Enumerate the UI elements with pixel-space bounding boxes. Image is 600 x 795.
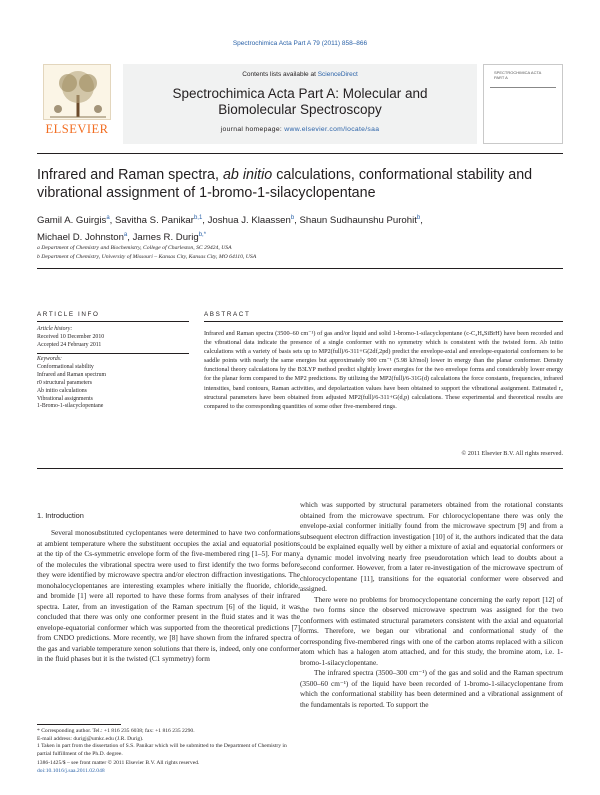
footnote-rule (37, 724, 121, 725)
issn: 1386-1425/$ – see front matter © 2011 Elsevier B.V. All rights reserved. (37, 760, 200, 766)
paragraph: Several monosubstituted cyclopentanes were determined to have two conformations at ambient temperature where the substituent occupies the axial and equatorial positions at the tip of the Cs-symmetric envelope form of the five-membered ring [1–5]. For many of the molecules the vibrational spectra were used to first identify the two forms before they were identified by microwave spectra and/or electron diffraction investigations. The monohalocyclopentanes are interesting examples where initially the fluoride, chloride, and bromide [1] were all reported to have these forms from analyses of their infrared spectra. Later, from an investigation of the Raman spectrum [6] of the liquid, it was concluded that there was only one conformer present in the fluid states and it was the envelope-equatorial conformer which was supported from the theoretical predictions [7] from CNDO predictions. More recently, we [8] have shown from the infrared spectra of the gas and variable temperature xenon solutions that there is, indeed, only one conformer in the fluid phases but it is the twisted (C1 symmetry) form (37, 528, 300, 663)
issn-block (37, 760, 300, 775)
affiliations (37, 244, 563, 262)
article-title (37, 166, 563, 202)
keyword: r0 structural parameters (37, 379, 93, 386)
tree-icon (43, 64, 111, 120)
keyword: Vibrational assignments (37, 395, 93, 402)
title-part1: Infrared and Raman spectra, (37, 167, 223, 183)
author: James R. Durig$^{b,*}$ (132, 232, 207, 244)
keyword: Conformational stability (37, 363, 94, 370)
keywords-block (37, 356, 189, 411)
abstract-label: ABSTRACT (204, 311, 251, 318)
journal-cover-thumbnail (483, 64, 563, 144)
section-heading: 1. Introduction (37, 511, 84, 520)
homepage-link[interactable]: www.elsevier.com/locate/saa (284, 126, 380, 133)
history-accepted: Accepted 24 February 2011 (37, 341, 102, 348)
history-received: Received 10 December 2010 (37, 333, 105, 340)
paragraph: There were no problems for bromocyclopentane concerning the early report [12] of the two forms since the observed microwave spectrum was assigned for the two conformers with estimated structural parameters consistent with the axial and equatorial forms. Therefore, we began our vibrational and conformational study of the corresponding five-membered rings with one of the carbon atoms replaced with a silicon atom which has a halogen atom attached, and for this study, the bromine atom, i.e. 1-bromo-1-silacyclopentane. (300, 594, 563, 667)
right-column (300, 500, 563, 710)
journal-homepage (123, 126, 477, 133)
keyword: 1-Bromo-1-silacyclopentane (37, 403, 104, 410)
journal-title-line2: Biomolecular Spectroscopy (218, 102, 382, 117)
keyword: Infrared and Raman spectrum (37, 371, 107, 378)
paragraph: which was supported by structural parameters obtained from the rotational constants obtained from the microwave spectrum. For chlorocyclopentane there was only the envelope-axial conformer initially found from the microwave spectrum [9] and from a subsequent electron diffraction investigation [10] of it, the authors indicated that the data could be explained equally well by either a mixture of axial and equatorial conformers or a dynamic model involving nearly free pseudorotation which lead to doubts about a second conformer. However, from a later re-investigation of the microwave spectrum of chlorocyclopentane [11], transitions for the equatorial conformer were observed and assigned. (300, 500, 563, 593)
cover-title: SPECTROCHIMICA ACTA PART A (494, 70, 542, 80)
meta-rule (37, 268, 563, 269)
author: Joshua J. Klaassen$^b$ (207, 215, 295, 227)
abstract-text: Infrared and Raman spectra (3500–60 cm⁻¹) of gas and/or liquid and solid 1-bromo-1-silacyclopentane (c-C₄H₈SiBrH) have been recorded and the vibrational data indicate the presence of a single conformer with no symmetry which is consistent with the twisted form. Ab initio calculations with a variety of basis sets up to MP2(full)/6-311+G(2df,2pd) predict the envelope-axial and envelope-equatorial conformers to be saddle points with nearly the same energies but approximately 900 cm⁻¹ (5.98 kJ/mol) lower in energy than the planar conformer. Density functional theory calculations by the B3LYP method predict slightly lower energies for the two envelope forms and considerably lower energy for the planar form compared to the MP2 predictions. By utilizing the MP2(full)/6-31G(d) calculations the force constants, frequencies, infrared intensities, band contours, Raman activities, and depolarization values have been obtained to support the vibrational assignment. Estimated r₀ structural parameters have been obtained from adjusted MP2(full)/6-311+G(d,p) calculations. These experimental and theoretical results are compared to the corresponding quantities of some other five-membered rings. (204, 330, 563, 410)
paragraph: The infrared spectra (3500–300 cm⁻¹) of the gas and solid and the Raman spectrum (3500–60 cm⁻¹) of the liquid have been recorded of 1-bromo-1-silacyclopentane from which the conformational stability has been determined and a vibrational assignment of the fundamentals is reported. To support the (300, 668, 563, 709)
cover-divider (490, 87, 556, 88)
journal-title (123, 86, 477, 118)
journal-header (37, 64, 563, 148)
keywords-heading: Keywords: (37, 356, 62, 362)
contents-line (123, 71, 477, 78)
footnote-email[interactable]: E-mail address: durigj@umkc.edu (J.R. Durig). (37, 735, 144, 742)
journal-banner (123, 64, 477, 144)
article-info-label: ARTICLE INFO (37, 311, 100, 318)
homepage-prefix: journal homepage: (220, 126, 285, 133)
contents-prefix: Contents lists available at (242, 71, 318, 78)
copyright: © 2011 Elsevier B.V. All rights reserved. (461, 450, 563, 457)
keyword: Ab initio calculations (37, 387, 87, 394)
doi-link[interactable]: doi:10.1016/j.saa.2011.02.048 (37, 767, 105, 774)
elsevier-logo (37, 64, 117, 136)
footnote: * Corresponding author. Tel.: +1 816 235 6038; fax: +1 816 235 2290. (37, 728, 195, 734)
journal-title-line1: Spectrochimica Acta Part A: Molecular and (172, 86, 428, 101)
header-rule (37, 153, 563, 154)
abstract-rule (204, 321, 563, 322)
keywords-rule (37, 353, 189, 354)
author: Gamil A. Guirgis$^a$ (37, 215, 110, 227)
author: Savitha S. Panikar$^{b,1}$ (115, 215, 203, 227)
history-heading: Article history: (37, 326, 73, 332)
affiliation: a Department of Chemistry and Biochemistry, College of Charleston, SC 29424, USA (37, 245, 232, 251)
footnote: 1 Taken in part from the dissertation of S.S. Panikar which will be submitted to the Department of Chemistry in partial fulfillment of the Ph.D. degree. (37, 743, 287, 757)
author: Michael D. Johnston$^a$ (37, 232, 128, 244)
article-history (37, 326, 189, 350)
sciencedirect-link[interactable]: ScienceDirect (317, 71, 358, 78)
info-rule (37, 321, 189, 322)
footnotes (37, 728, 300, 758)
affiliation: b Department of Chemistry, University of Missouri – Kansas City, Kansas City, MO 64110, USA (37, 254, 257, 260)
author-list: Gamil A. Guirgis$^a$, Savitha S. Panikar$^{b,1}$, Joshua J. Klaassen$^b$, Shaun Sudhaunshu Purohit$^b$, Michael D. Johnston$^a$, James R. Durig$^{b,*}$ (37, 215, 423, 244)
title-italic: ab initio (222, 167, 273, 183)
title-part2: calculations, conformational stability and vibrational assignment of 1-bromo-1-silacyclopentane (37, 167, 533, 201)
abstract-bottom-rule (37, 468, 563, 469)
left-column (37, 528, 300, 665)
publisher-name: ELSEVIER (45, 122, 109, 136)
author: Shaun Sudhaunshu Purohit$^b$ (299, 215, 421, 227)
journal-reference[interactable]: Spectrochimica Acta Part A 79 (2011) 858–866 (232, 40, 368, 47)
